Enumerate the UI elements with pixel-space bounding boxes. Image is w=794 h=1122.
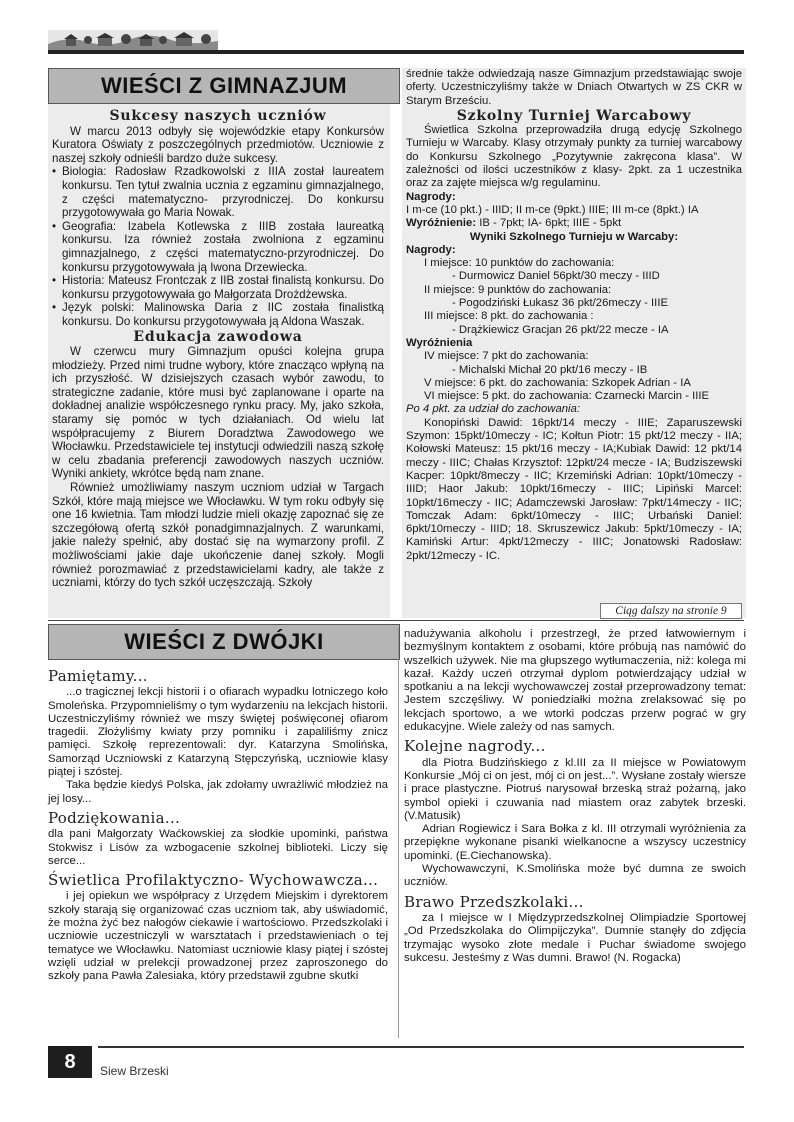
kolejne-paragraph-1: dla Piotra Budzińskiego z kl.III za II miejsce w Powiatowym Konkursie „Mój ci on jest, mój ci on jest...”. Wysłane zostały wiersze i prace plastyczne. Piotruś narysował brzeską straż pożarną, jako symbol opieki i czuwania nad miastem oraz zabytek brzeski. (V.Matusik): [404, 756, 746, 822]
wyniki-heading: Wyniki Szkolnego Turnieju w Warcaby:: [469, 230, 679, 243]
header-rule: [48, 50, 744, 54]
footer-rule: [98, 1046, 744, 1048]
wyroznienie-label: Wyróżnienie:: [406, 217, 477, 230]
place-4: IV miejsce: 7 pkt do zachowania:: [424, 350, 589, 363]
nagrody-label: Nagrody:: [406, 190, 456, 203]
continued-note: Ciąg dalszy na stronie 9: [600, 603, 742, 619]
pamietamy-paragraph-1: ...o tragicznej lekcji historii i o ofiarach wypadku lotniczego koło Smoleńska. Przypomnieliśmy o tym wydarzeniu na lekcjach historii. Uczestniczyliśmy również we mszy świętej poświęconej ofiarom tragedii. Złożyliśmy kwiaty przy pomniku i zapaliliśmy znicz pamięci. Szkołę reprezentowali: dyr. Katarzyna Smolińska, Samorząd Uczniowski z Katarzyną Stępczyńską, uczniowie klasy piątej i szóstej.: [48, 686, 388, 779]
place-3: III miejsce: 8 pkt. do zachowania :: [424, 310, 594, 323]
place-2: II miejsce: 9 punktów do zachowania:: [424, 283, 612, 296]
turniej-paragraph: Świetlica Szkolna przeprowadziła drugą edycję Szkolnego Turnieju w Warcaby. Klasy otrzymały punkty za turniej warcabowy do Konkursu Szkolnego „Pozytywnie zakręcona klasa”. W zależności od ilości uczestników z klasy- 2pkt. za 1 uczestnika oraz za zajęte miejsca w/g regulaminu.: [406, 124, 742, 190]
edukacja-paragraph-1: W czerwcu mury Gimnazjum opuści kolejna grupa młodzieży. Przed nimi trudne wybory, które znacząco wpłyną na ich przyszłość. W dzisiejszych czasach wybór zawodu, to strategiczne zadanie, które musi być zaplanowane i oparte na dokładnej analizie współczesnego rynku pracy. My, jako szkoła, staramy się pomóc w tych działaniach. Od wielu lat współpracujemy z Biurem Doradztwa Zawodowego we Włocławku. Przedstawiciele tej instytucji odwiedzili naszą szkołę w celu zbadania preferencji zawodowych naszych uczniów. Wyniki ankiety, wkrótce będą nam znane.: [52, 345, 384, 481]
village-landscape-image: [48, 30, 218, 52]
edukacja-paragraph-2: Również umożliwiamy naszym uczniom udział w Targach Szkół, które mają miejsce we Włocławku. W tym roku odbyły się one 16 kwietnia. Tam młodzi ludzie mieli okazję zapoznać się ze szczegółową ofertą szkół ponadgimnazjalnych. Z warunkami, jakie należy spełnić, aby dostać się na wymarzony profil. Z możliwościami jakie daje ukończenie danej szkoły. Mogli również porozmawiać z przedstawicielami kadry, ale także z uczniami, którzy do tych szkół uczęszczają. Szkoły: [52, 481, 384, 590]
brawo-paragraph: za I miejsce w I Międzyprzedszkolnej Olimpiadzie Sportowej „Od Przedszkolaka do Olimpijczyka”. Dumnie stanęły do zdjęcia trzymając wysoko złote medale i Puchar świadome swojego sukcesu. Jesteśmy z Was dumni. Brawo! (N. Rogacka): [404, 911, 746, 964]
sukcesy-heading: Sukcesy naszych uczniów: [109, 108, 327, 124]
participation-label: Po 4 pkt. za udział do zachowania:: [406, 403, 580, 416]
nagrody2-label: Nagrody:: [406, 243, 456, 256]
pamietamy-heading: Pamiętamy...: [48, 667, 148, 685]
list-item: • Historia: Mateusz Frontczak z IIB został finalistą konkursu. Do konkursu przygotowywała go Małgorzata Drożdżewska.: [62, 274, 384, 301]
podziekowania-paragraph: dla pani Małgorzaty Waćkowskiej za słodkie upominki, państwa Stokwisz i Lisów za wzbogacenie szkolnej biblioteki. Liczy się serce...: [48, 828, 388, 867]
place-6: VI miejsce: 5 pkt. do zachowania: Czarnecki Marcin - IIIE: [424, 390, 710, 403]
swietlica-heading: Świetlica Profilaktyczno- Wychowawcza...: [48, 871, 379, 890]
column-rule: [398, 628, 399, 1038]
dwojka-title: WIEŚCI Z DWÓJKI: [48, 624, 400, 660]
place-1-player: - Durmowicz Daniel 56pkt/30 meczy - IIID: [452, 270, 660, 283]
section-divider: [48, 620, 744, 621]
gimnazjum-title: WIEŚCI Z GIMNAZJUM: [48, 68, 400, 104]
sukcesy-list: [52, 165, 384, 328]
place-1: I miejsce: 10 punktów do zachowania:: [424, 257, 615, 270]
gimnazjum-left-column: [48, 104, 390, 618]
wyroznienia-label: Wyróżnienia: [406, 336, 473, 349]
nagrody-line: I m-ce (10 pkt.) - IIID; II m-ce (9pkt.) IIIE; III m-ce (8pkt.) IA: [406, 203, 699, 216]
participation-list: Konopiński Dawid: 16pkt/14 meczy - IIIE; Zaparuszewski Szymon: 15pkt/10meczy - IC; Kołtun Piotr: 15 pkt/12 meczy - IIA; Kołowski Mateusz: 15 pkt/16 meczy - IA;Kubiak Dawid: 12 pkt/14 meczy - IIIC; Chałas Krzysztof: 12pkt/24 mecze - IA; Budziszewski Kacper: 10pkt/8meczy - IIC; Krzemiński Adrian: 10pkt/10meczy - IIID; Haor Jakub: 10pkt/16meczy - IIIC; Lipiński Marcel: 10pkt/16meczy - IIC; Adamczewski Jarosław: 7pkt/14meczy - IIC; Tomczak Adam: 6pkt/10meczy - IIIC; Urbański Daniel: 6pkt/10meczy - IIID; 18. Skruszewicz Jakub: 5pkt/10meczy - IA; Kamiński Artur: 4pkt/12meczy - IIIC; Jonatowski Radosław: 2pkt/12meczy - IC.: [406, 416, 742, 562]
place-5: V miejsce: 6 pkt. do zachowania: Szkopek Adrian - IA: [424, 376, 691, 389]
place-4-player: - Michalski Michał 20 pkt/16 meczy - IB: [452, 363, 648, 376]
targi-continued: średnie także odwiedzają nasze Gimnazjum przedstawiając swoje oferty. Uczestniczyliśmy także w Dniach Otwartych w ZS CKR w Starym Brześciu.: [406, 68, 742, 107]
paper-name: Siew Brzeski: [100, 1064, 169, 1078]
sukcesy-intro: W marcu 2013 odbyły się wojewódzkie etapy Konkursów Kuratora Oświaty z poszczególnych przedmiotów. Uczniowie z naszej szkoły odnieśli bardzo duże sukcesy.: [52, 124, 384, 165]
pamietamy-paragraph-2: Taka będzie kiedyś Polska, jak zdołamy uwrażliwić młodzież na jej losy...: [48, 779, 388, 805]
gimnazjum-right-column: [402, 68, 746, 618]
dwojka-left-column: [48, 664, 388, 1044]
kolejne-paragraph-2: Adrian Rogiewicz i Sara Bołka z kl. III otrzymali wyróżnienia za przepiękne wykonane pisanki wielkanocne a wszyscy uczestnicy upominki. (E.Ciechanowska).: [404, 823, 746, 862]
podziekowania-heading: Podziękowania...: [48, 808, 181, 827]
kolejne-nagrody-heading: Kolejne nagrody...: [404, 737, 546, 756]
turniej-heading: Szkolny Turniej Warcabowy: [456, 107, 692, 124]
brawo-heading: Brawo Przedszkolaki...: [404, 892, 584, 911]
dwojka-right-column: [404, 628, 746, 1044]
wyroznienie-line: IB - 7pkt; IA- 6pkt; IIIE - 5pkt: [476, 217, 622, 230]
list-item: • Język polski: Malinowska Daria z IIC została finalistką konkursu. Do konkursu przygotowywała ją Aldona Waszak.: [62, 301, 384, 328]
kolejne-paragraph-3: Wychowawczyni, K.Smolińska może być dumna ze swoich uczniów.: [404, 863, 746, 889]
list-item: • Geografia: Izabela Kotlewska z IIIB została laureatką konkursu. Iza również została zwolniona z egzaminu gimnazjalnego, z części matematyczno-przyrodniczej. Do konkursu przygotowywała ją Iwona Drzewiecka.: [62, 220, 384, 274]
place-2-player: - Pogodziński Łukasz 36 pkt/26meczy - IIIE: [452, 297, 668, 310]
swietlica-continued: nadużywania alkoholu i przestrzegł, że przed łatwowiernym i bezmyślnym kontaktem z osobami, które próbują nas namówić do wszelkich używek. Nie ma głupszego wytłumaczenia, niż: kolega mi kazał. Każdy uczeń otrzymał dyplom potwierdzający udział w spotkaniu a na lekcji wychowawczej został przeprowadzony temat: Jestem szczęśliwy. W poniedziałki można zrelaksować się po lekcjach sportowo, a we wtorki podczas przerw pograć w gry edukacyjne. Wiele zależy od nas samych.: [404, 628, 746, 734]
page-number: 8: [48, 1046, 92, 1078]
place-3-player: - Drążkiewicz Gracjan 26 pkt/22 mecze - IA: [452, 323, 669, 336]
swietlica-paragraph: i jej opiekun we współpracy z Urzędem Miejskim i dyrektorem szkoły starają się organizować czas uczniom tak, aby uświadomić, że można żyć bez nałogów ciekawie i wartościowo. Przedszkolaki i uczniowie uczestniczyli w warsztatach i przedstawieniach o tej tematyce we Włocławku. Natomiast uczniowie klasy piątej i szóstej wzięli udział w prelekcji prowadzonej przez zaproszonego do szkoły pana Pawła Zalesiaka, który przedstawił zgubne skutki: [48, 890, 388, 983]
list-item: • Biologia: Radosław Rzadkowolski z IIIA został laureatem konkursu. Ten tytuł zwalnia ucznia z egzaminu gimnazjalnego, z części matematyczno- przyrodniczej. Do konkursu przygotowywała go Maria Nowak.: [62, 165, 384, 219]
edukacja-heading: Edukacja zawodowa: [133, 328, 303, 345]
